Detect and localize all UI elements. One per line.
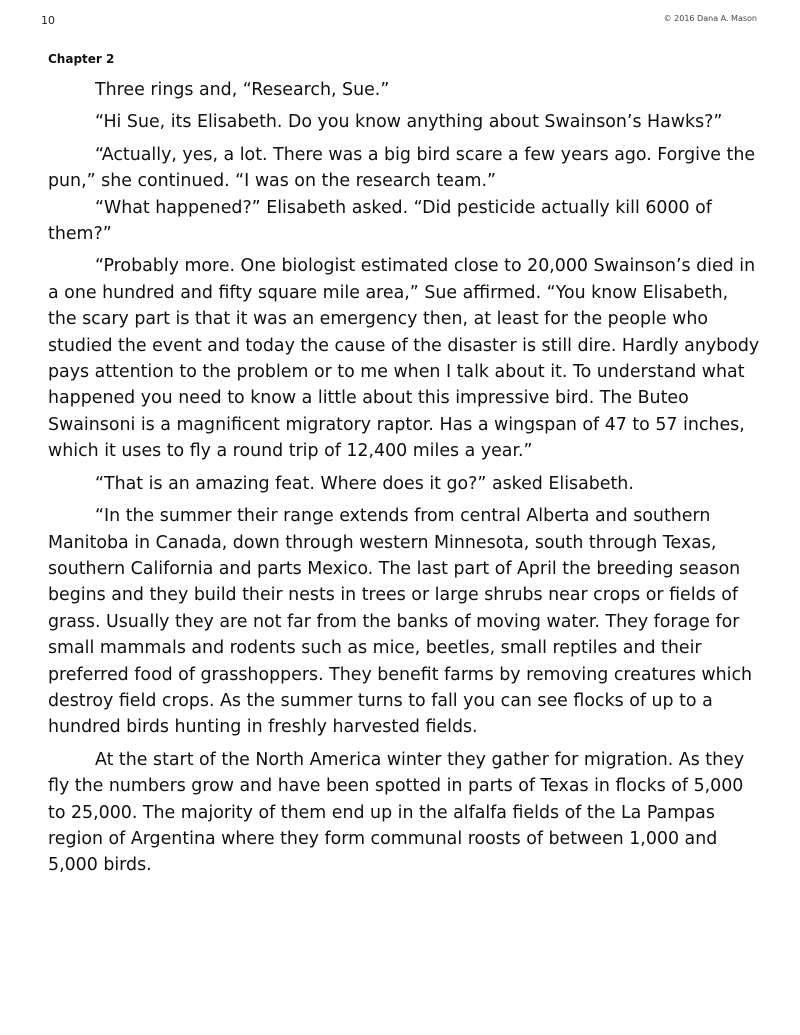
paragraph: “In the summer their range extends from central Alberta and southern Manitoba in Canada, down through western Minnesota, south through Texas, southern California and parts Mexico. The last part of April the breeding season begins and they build their nests in trees or large shrubs near crops or fields of grass. Usually they are not far from the banks of moving water. They forage for small mammals and rodents such as mice, beetles, small reptiles and their preferred food of grasshoppers. They benefit farms by removing creatures which destroy field crops. As the summer turns to fall you can see flocks of up to a hundred birds hunting in freshly harvested fields.: [48, 506, 753, 738]
paragraph: “That is an amazing feat. Where does it go?” asked Elisabeth.: [95, 473, 634, 494]
paragraph: “Hi Sue, its Elisabeth. Do you know anything about Swainson’s Hawks?”: [95, 112, 723, 133]
paragraph: “What happened?” Elisabeth asked. “Did pesticide actually kill 6000 of them?”: [48, 197, 712, 245]
body-text: [48, 77, 760, 879]
page-number: 10: [41, 14, 55, 27]
paragraph: “Probably more. One biologist estimated close to 20,000 Swainson’s died in a one hundred and fifty square mile area,” Sue affirmed. “You know Elisabeth, the scary part is that it was an emergency then, at least for the people who studied the event and today the cause of the disaster is still dire. Hardly anybody pays attention to the problem or to me when I talk about it. To understand what happened you need to know a little about this impressive bird. The Buteo Swainsoni is a magnificent migratory raptor. Has a wingspan of 47 to 57 inches, which it uses to fly a round trip of 12,400 miles a year.”: [48, 256, 760, 462]
paragraph: “Actually, yes, a lot. There was a big bird scare a few years ago. Forgive the pun,” she continued. “I was on the research team.”: [48, 144, 756, 192]
chapter-heading: Chapter 2: [48, 52, 115, 66]
copyright-notice: © 2016 Dana A. Mason: [663, 14, 757, 23]
paragraph: Three rings and, “Research, Sue.”: [95, 80, 390, 100]
paragraph: At the start of the North America winter they gather for migration. As they fly the numbers grow and have been spotted in parts of Texas in flocks of 5,000 to 25,000. The majority of them end up in the alfalfa fields of the La Pampas region of Argentina where they form communal roosts of between 1,000 and 5,000 birds.: [48, 749, 745, 876]
